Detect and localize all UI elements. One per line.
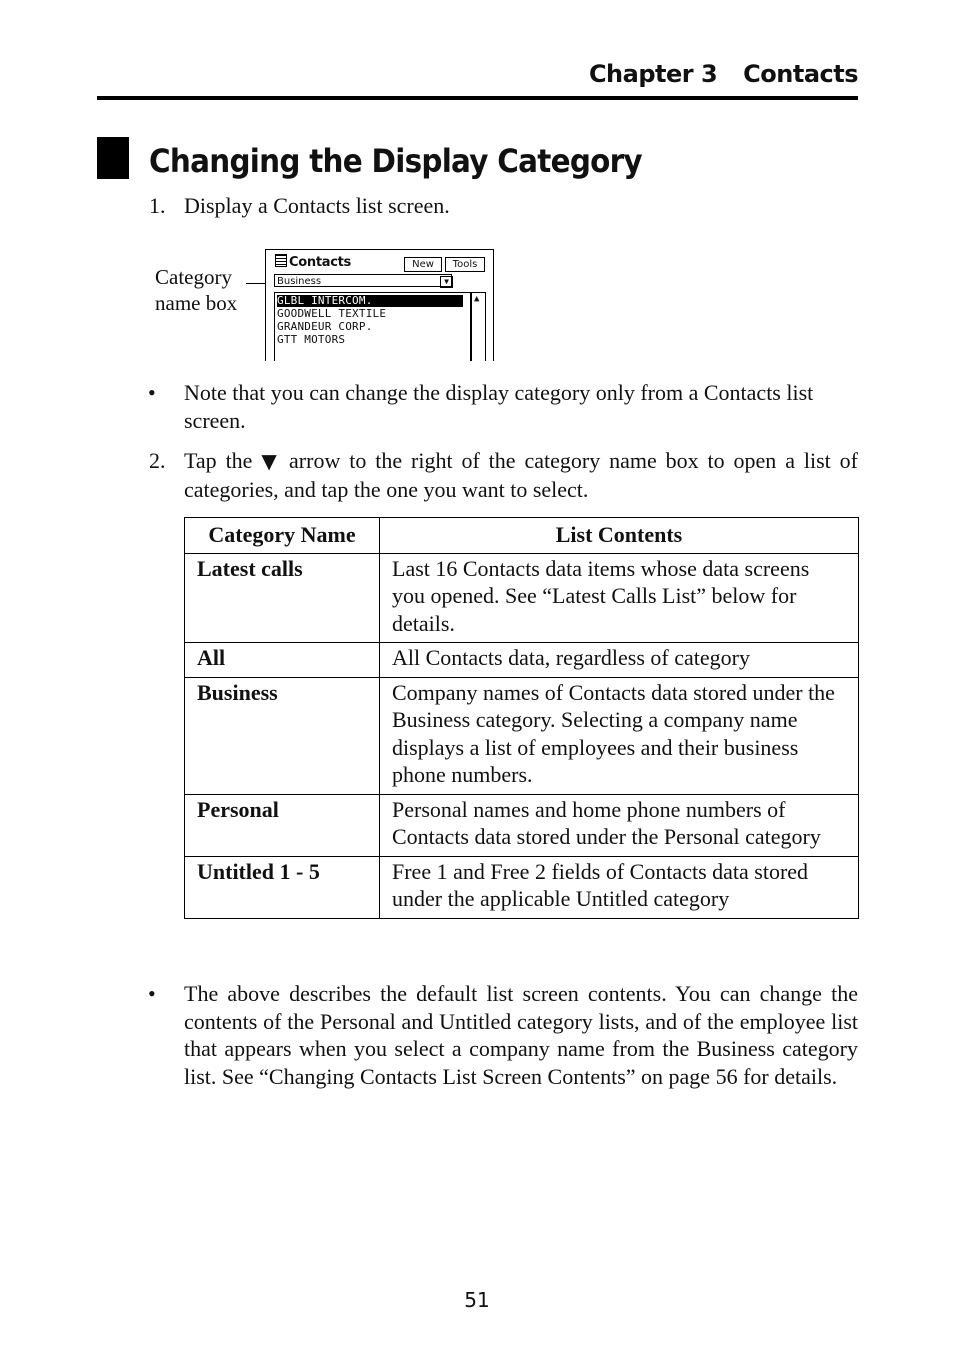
- category-name-cell: Untitled 1 - 5: [185, 856, 380, 918]
- list-item: GRANDEUR CORP.: [277, 320, 373, 333]
- tools-button: Tools: [445, 257, 485, 272]
- contacts-app-icon: [275, 254, 287, 267]
- step-2-text-a: Tap the: [184, 448, 262, 473]
- table-row: [185, 794, 859, 856]
- scroll-up-icon: ▲: [474, 294, 480, 304]
- section-label: Contacts: [743, 60, 858, 88]
- section-marker: [97, 137, 129, 179]
- new-button: New: [404, 257, 442, 272]
- page-number: 51: [464, 1288, 490, 1312]
- list-item: GLBL INTERCOM.: [277, 295, 463, 307]
- step-1-number: 1.: [149, 193, 166, 218]
- scrollbar: [471, 292, 486, 361]
- list-item: GOODWELL TEXTILE: [277, 307, 387, 320]
- list-contents-cell: All Contacts data, regardless of category: [380, 643, 859, 678]
- callout-line-2: name box: [155, 291, 238, 315]
- header-list-contents: List Contents: [380, 518, 859, 554]
- note-2-text: The above describes the default list screen contents. You can change the contents of the Personal and Untitled category lists, and of the employee list that appears when you select a company name from the Business category list. See “Changing Contacts List Screen Contents” on page 56 for details.: [184, 981, 858, 1089]
- header-rule: [97, 96, 858, 100]
- step-2-text-b: arrow to the right of the category name box to open a list of categories, and tap the one you want to select.: [184, 448, 858, 502]
- list-item: GTT MOTORS: [277, 333, 346, 346]
- section-heading: Changing the Display Category: [149, 142, 642, 180]
- list-contents-cell: Personal names and home phone numbers of Contacts data stored under the Personal category: [380, 794, 859, 856]
- screen-title: [275, 254, 351, 270]
- table-row: [185, 553, 859, 643]
- note-1-text: Note that you can change the display category only from a Contacts list screen.: [184, 380, 814, 433]
- category-name-box: Business: [274, 274, 452, 287]
- category-name-cell: Latest calls: [185, 553, 380, 643]
- bullet-icon: •: [148, 981, 156, 1006]
- running-header: [589, 60, 858, 88]
- table-row: [185, 643, 859, 678]
- header-category-name: Category Name: [185, 518, 380, 554]
- callout-line-1: Category: [155, 265, 232, 289]
- table-row: [185, 677, 859, 794]
- category-name-cell: All: [185, 643, 380, 678]
- list-contents-cell: Free 1 and Free 2 fields of Contacts data stored under the applicable Untitled category: [380, 856, 859, 918]
- category-name-cell: Personal: [185, 794, 380, 856]
- table-row: [185, 856, 859, 918]
- contacts-screen-figure: [265, 249, 494, 361]
- category-callout: [155, 264, 237, 316]
- list-contents-cell: Company names of Contacts data stored under the Business category. Selecting a company name displays a list of employees and their business phone numbers.: [380, 677, 859, 794]
- table-header-row: [185, 518, 859, 554]
- chapter-label: Chapter 3: [588, 60, 718, 88]
- step-2-number: 2.: [149, 448, 166, 473]
- step-1-text: Display a Contacts list screen.: [184, 193, 450, 218]
- list-contents-cell: Last 16 Contacts data items whose data screens you opened. See “Latest Calls List” below for details.: [380, 553, 859, 643]
- bullet-icon: •: [148, 380, 156, 405]
- category-name-cell: Business: [185, 677, 380, 794]
- down-triangle-icon: ▼: [261, 449, 281, 473]
- screen-title-text: Contacts: [289, 255, 351, 270]
- step-2-text: [184, 447, 858, 503]
- dropdown-arrow-icon: ▼: [440, 276, 453, 288]
- contacts-list: [274, 292, 471, 361]
- category-table: [184, 517, 859, 919]
